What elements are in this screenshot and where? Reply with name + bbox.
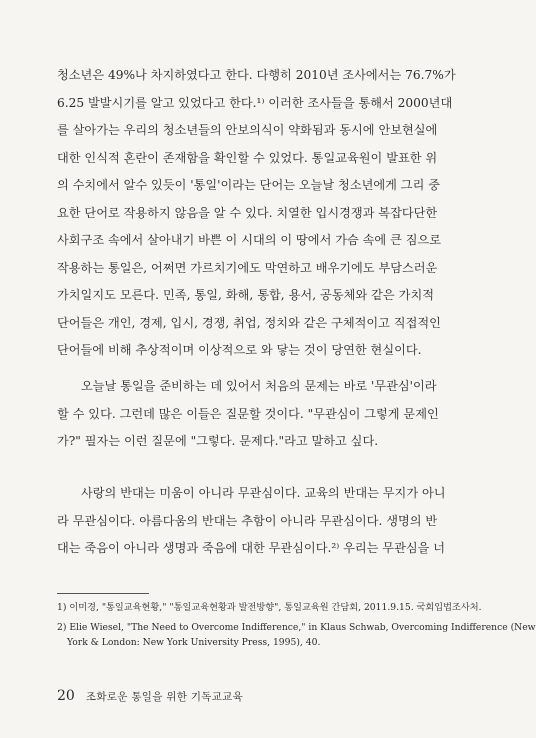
text-line: 가?" 필자는 이런 질문에 "그렇다. 문제다."라고 말하고 싶다.: [57, 434, 379, 448]
text-line: 오늘날 통일을 준비하는 데 있어서 처음의 문제는 바로 '무관심'이라: [81, 379, 437, 393]
footnote-2: [57, 620, 536, 650]
text-line: 의 수치에서 알수 있듯이 '통일'이라는 단어는 오늘날 청소년에게 그리 중: [57, 178, 440, 192]
paragraph-2: [57, 373, 439, 456]
paragraph-1: [57, 62, 456, 365]
running-title: 조화로운 통일을 위한 기독교교육: [85, 691, 244, 703]
text-line: 대는 죽음이 아니라 생명과 죽음에 대한 무관심이다.²⁾ 우리는 무관심을 너: [57, 541, 446, 555]
footnote-2-line-2: York & London: New York University Press, 1995), 40.: [67, 637, 321, 648]
text-line: 요한 단어로 작용하지 않음을 알 수 있다. 치열한 입시경쟁과 복잡다단한: [57, 205, 438, 220]
text-line: 청소년은 49%나 차지하였다고 한다. 다행히 2010년 조사에서는 76.7%가: [57, 68, 456, 82]
text-line: 라 무관심이다. 아름다움의 반대는 추함이 아니라 무관심이다. 생명의 반: [57, 513, 438, 528]
text-line: 작용하는 통일은, 어쩌면 가르치기에도 막연하고 배우기에도 부담스러운: [57, 260, 438, 275]
footnote-2-line-1: 2) Elie Wiesel, "The Need to Overcome Indifference," in Klaus Schwab, Overcoming Indifference (New: [57, 622, 536, 633]
text-line: 대한 인식적 혼란이 존재함을 확인할 수 있었다. 통일교육원이 발표한 위: [57, 150, 438, 165]
footnote-divider: [57, 593, 149, 594]
text-line: 6.25 발발시기를 알고 있었다고 한다.¹⁾ 이러한 조사들을 통해서 2000년대: [57, 95, 453, 110]
text-line: 사회구조 속에서 살아내기 바쁜 이 시대의 이 땅에서 가슴 속에 큰 짐으로: [57, 233, 442, 247]
text-line: 단어들은 개인, 경제, 입시, 경쟁, 취업, 정치와 같은 구체적이고 직접적인: [57, 315, 441, 330]
text-line: 를 살아가는 우리의 청소년들의 안보의식이 약화됨과 동시에 안보현실에: [57, 123, 438, 137]
footnote-1: 1) 이미경, "통일교육현황," "통일교육현황과 발전방향", 통일교육원 간담회, 2011.9.15. 국회입법조사처.: [57, 602, 482, 613]
page-number: 20: [57, 688, 75, 704]
text-line: 단어들에 비해 추상적이며 이상적으로 와 닿는 것이 당연한 현실이다.: [57, 343, 422, 357]
text-line: 사랑의 반대는 미움이 아니라 무관심이다. 교육의 반대는 무지가 아니: [81, 486, 446, 500]
text-line: 가치일지도 모른다. 민족, 통일, 화해, 통합, 용서, 공동체와 같은 가치적: [57, 288, 434, 302]
page-footer: [57, 685, 243, 704]
text-line: 할 수 있다. 그런데 많은 이들은 질문할 것이다. "무관심이 그렇게 문제인: [57, 406, 439, 421]
paragraph-3: [57, 480, 446, 563]
